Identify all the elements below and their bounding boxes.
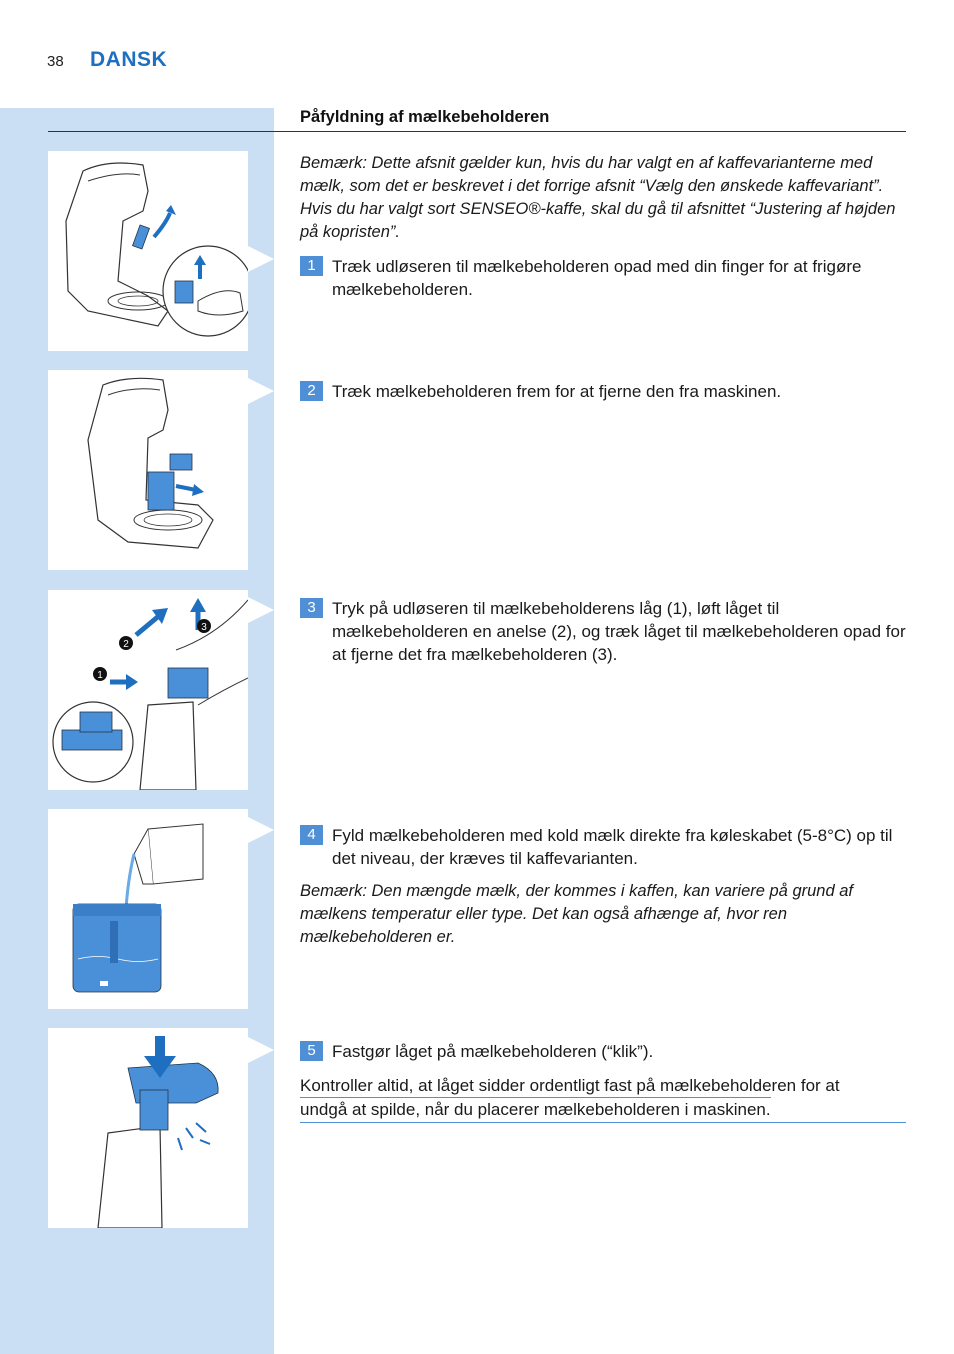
illustration-remove-milk-container [48, 370, 248, 570]
page-number: 38 [47, 53, 64, 70]
final-instruction [300, 1074, 906, 1123]
step-number-badge: 1 [300, 256, 323, 276]
milk-fill-illustration [48, 809, 248, 1009]
lid-attach-illustration [48, 1028, 248, 1228]
final-line-2: undgå at spilde, når du placerer mælkebeholderen i maskinen. [300, 1097, 771, 1121]
final-line-1: Kontroller altid, at låget sidder ordentligt fast på mælkebeholderen for at [300, 1076, 840, 1095]
panel-pointer [248, 1037, 274, 1063]
coffee-machine-illustration-1 [48, 151, 248, 351]
lid-removal-illustration [48, 590, 248, 790]
step-4 [300, 824, 910, 870]
section-title: Påfyldning af mælkebeholderen [300, 108, 550, 126]
illustration-fill-milk [48, 809, 248, 1009]
panel-pointer [248, 378, 274, 404]
panel-pointer [248, 817, 274, 843]
step-number-badge: 3 [300, 598, 323, 618]
section-rule [48, 131, 906, 132]
illustration-remove-lid [48, 590, 248, 790]
language-title: DANSK [90, 48, 168, 71]
illustration-release-milk-container [48, 151, 248, 351]
step-number-badge: 5 [300, 1041, 323, 1061]
step-3 [300, 597, 910, 666]
step-5 [300, 1040, 910, 1063]
step-text: Træk udløseren til mælkebeholderen opad med din finger for at frigøre mælkebeholderen. [332, 257, 862, 299]
step-text: Tryk på udløseren til mælkebeholderens låg (1), løft låget til mælkebeholderen en anelse (2), og træk låget til mælkebeholderen opad for at fjerne det fra mælkebeholderen (3). [332, 599, 906, 664]
panel-pointer [248, 597, 274, 623]
step-text: Træk mælkebeholderen frem for at fjerne den fra maskinen. [332, 382, 782, 401]
step-number-badge: 2 [300, 381, 323, 401]
coffee-machine-illustration-2 [48, 370, 248, 570]
step-2 [300, 380, 910, 403]
step-1 [300, 255, 910, 301]
intro-note: Bemærk: Dette afsnit gælder kun, hvis du har valgt en af kaffevarianterne med mælk, som det er beskrevet i det forrige afsnit “Vælg den ønskede kaffevariant”. Hvis du har valgt sort SENSEO®-kaffe, skal du gå til afsnittet “Justering af højden på kopristen”. [300, 154, 896, 241]
callout-label: 2 [123, 639, 129, 650]
illustration-attach-lid [48, 1028, 248, 1228]
step4-note: Bemærk: Den mængde mælk, der kommes i kaffen, kan variere på grund af mælkens temperatur eller type. Det kan også afhænge af, hvor ren mælkebeholderen er. [300, 882, 853, 946]
callout-label: 1 [97, 670, 103, 681]
panel-pointer [248, 246, 274, 272]
step-text: Fyld mælkebeholderen med kold mælk direkte fra køleskabet (5-8°C) op til det niveau, der kræves til kaffevarianten. [332, 826, 893, 868]
step-number-badge: 4 [300, 825, 323, 845]
callout-label: 3 [201, 622, 207, 633]
step-text: Fastgør låget på mælkebeholderen (“klik”). [332, 1042, 654, 1061]
